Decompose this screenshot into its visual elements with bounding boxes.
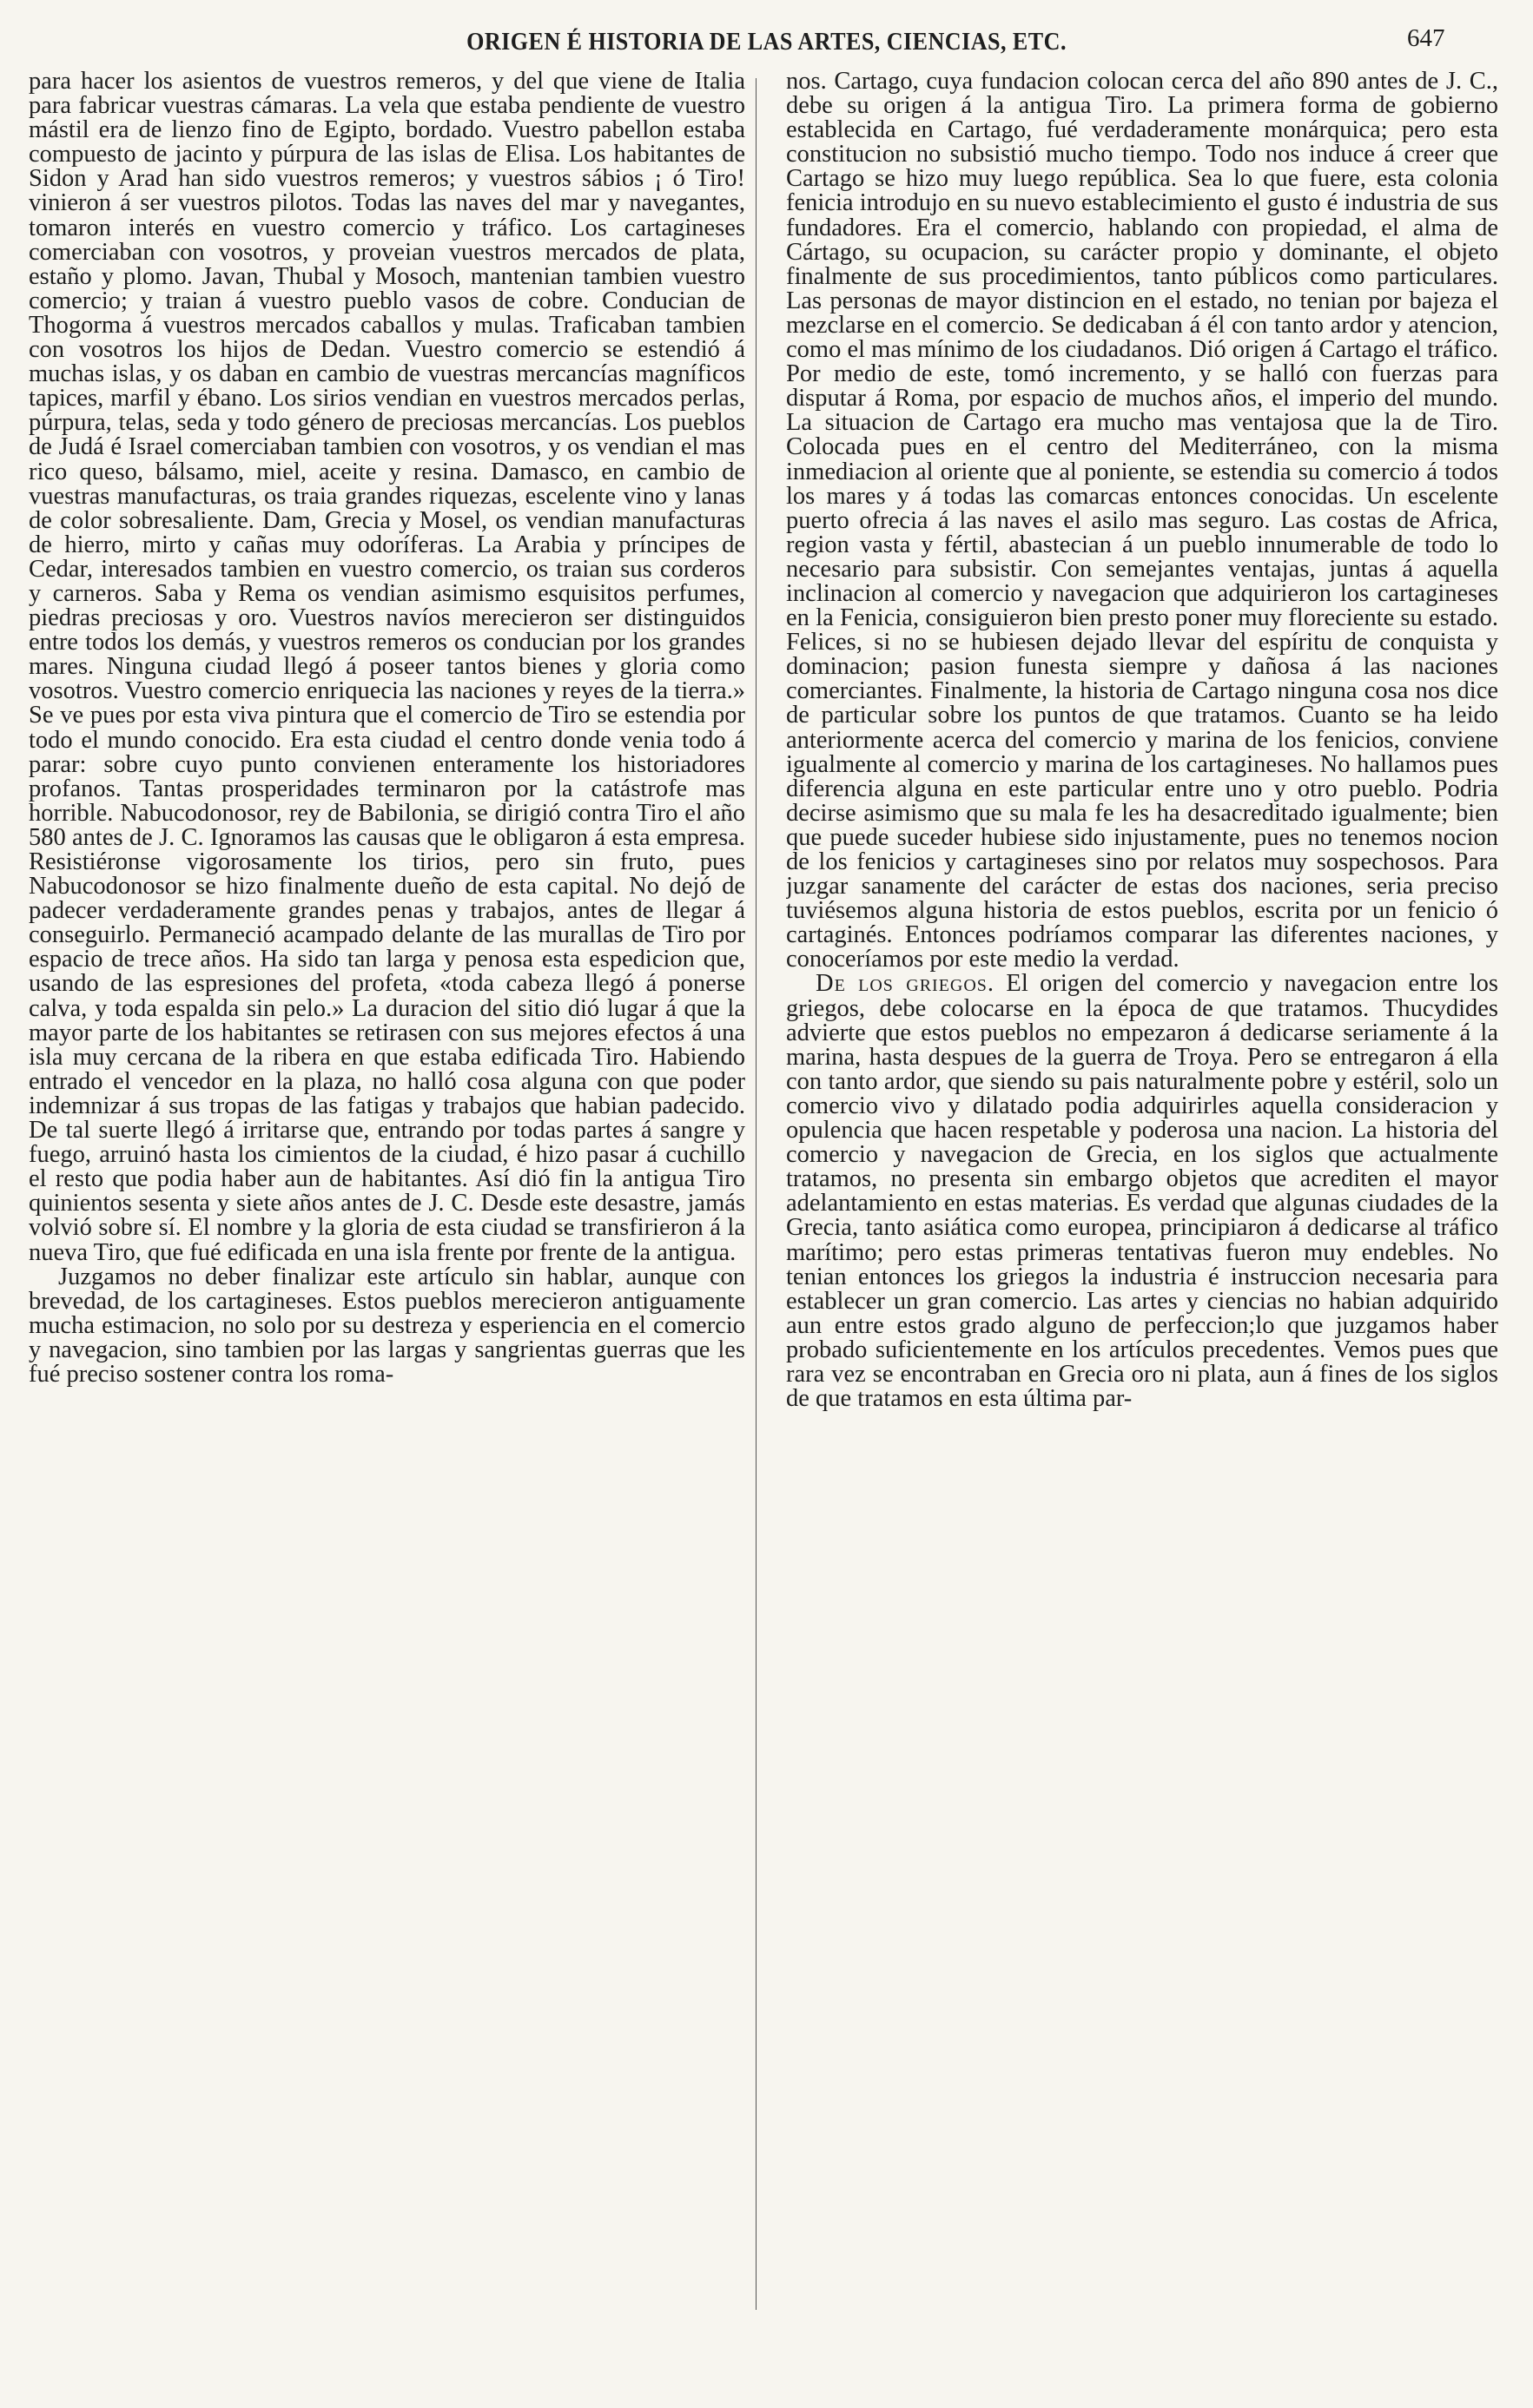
right-paragraph-1: nos. Cartago, cuya fundacion colocan cerca del año 890 antes de J. C., debe su origen á la antigua Tiro. La primera forma de gobierno establecida en Cartago, fué verdaderamente monárquica; pero esta constitucion no subsistió mucho tiempo. Todo nos induce á creer que Cartago se hizo muy luego república. Sea lo que fuere, esta colonia fenicia introdujo en su nuevo establecimiento el gusto é industria de sus fundadores. Era el comercio, hablando con propiedad, el alma de Cártago, su ocupacion, su carácter propio y dominante, el objeto finalmente de sus procedimientos, tanto públicos como particulares. Las personas de mayor distincion en el estado, no tenian por bajeza el mezclarse en el comercio. Se dedicaban á él con tanto ardor y atencion, como el mas mínimo de los ciudadanos. Dió origen á Cartago el tráfico. Por medio de este, tomó incremento, y se halló con fuerzas para disputar á Roma, por espacio de muchos años, el imperio del mundo. La situacion de Cartago era mucho mas ventajosa que la de Tiro. Colocada pues en el centro del Mediterráneo, con la misma inmediacion al oriente que al poniente, se estendia su comercio á todos los mares y á todas las comarcas entonces conocidas. Un escelente puerto ofrecia á las naves el asilo mas seguro. Las costas de Africa, region vasta y fértil, abastecian á un pueblo innumerable de todo lo necesario para subsistir. Con semejantes ventajas, juntas á aquella inclinacion al comercio y navegacion que adquirieron los cartagineses en la Fenicia, consiguieron bien presto poner muy floreciente su estado. Felices, si no se hubiesen dejado llevar del espíritu de conquista y dominacion; pasion funesta siempre y dañosa á las naciones comerciantes. Finalmente, la historia de Cartago ninguna cosa nos dice de particular sobre los puntos de que tratamos. Cuanto se ha leido anteriormente acerca del comercio y marina de los fenicios, conviene igualmente al comercio y marina de los cartagineses. No hallamos pues diferencia alguna en este particular entre uno y otro pueblo. Podria decirse asimismo que su mala fe les ha desacreditado igualmente; bien que puede suceder hubiese sido injustamente, pues no tenemos nocion de los fenicios y cartagineses sino por relatos muy sospechosos. Para juzgar sanamente del carácter de estas dos naciones, seria preciso tuviésemos alguna historia de estos pueblos, escrita por un fenicio ó cartaginés. Entonces podríamos comparar las diferentes naciones, y conoceríamos por este medio la verdad.	[786, 69, 1498, 973]
column-divider	[756, 78, 757, 2310]
section-heading: De los griegos.	[816, 970, 995, 998]
running-title: ORIGEN É HISTORIA DE LAS ARTES, CIENCIAS, ETC.	[466, 28, 1067, 56]
left-paragraph-2: Juzgamos no deber finalizar este artículo sin hablar, aunque con brevedad, de los cartagineses. Estos pueblos merecieron antiguamente mucha estimacion, no solo por su destreza y esperiencia en el comercio y navegacion, sino tambien por las largas y sangrientas guerras que les fué preciso sostener contra los roma-	[29, 1263, 745, 1388]
section-text: El origen del comercio y navegacion entre los griegos, debe colocarse en la época de que tratamos. Thucydides advierte que estos pueblos no empezaron á dedicarse seriamente á la marina, hasta despues de la guerra de Troya. Pero se entregaron á ella con tanto ardor, que siendo su pais naturalmente pobre y estéril, solo un comercio vivo y dilatado podia adquirirles aquella consideracion y opulencia que hacen respetable y poderosa una nacion. La historia del comercio y navegacion de Grecia, en los siglos que actualmente tratamos, no presenta sin embargo objetos que acrediten el mayor adelantamiento en estas materias. Es verdad que algunas ciudades de la Grecia, tanto asiática como europea, principiaron á dedicarse al tráfico marítimo; pero estas primeras tentativas fueron muy endebles. No tenian entonces los griegos la industria é instruccion necesaria para establecer un gran comercio. Las artes y ciencias no habian adquirido aun entre estos grado alguno de perfeccion;lo que juzgamos haber probado suficientemente en los artículos precedentes. Vemos pues que rara vez se encontraban en Grecia oro ni plata, aun á fines de los siglos de que tratamos en esta última par-	[786, 970, 1498, 1413]
left-column	[29, 69, 745, 2379]
section-paragraph-griegos	[786, 972, 1498, 1411]
left-paragraph-1: para hacer los asientos de vuestros remeros, y del que viene de Italia para fabricar vuestras cámaras. La vela que estaba pendiente de vuestro mástil era de lienzo fino de Egipto, bordado. Vuestro pabellon estaba compuesto de jacinto y púrpura de las islas de Elisa. Los habitantes de Sidon y Arad han sido vuestros remeros; y vuestros sábios ¡ ó Tiro! vinieron á ser vuestros pilotos. Todas las naves del mar y navegantes, tomaron interés en vuestro comercio y tráfico. Los cartagineses comerciaban con vosotros, y proveian vuestros mercados de plata, estaño y plomo. Javan, Thubal y Mosoch, mantenian tambien vuestro comercio; y traian á vuestro pueblo vasos de cobre. Conducian de Thogorma á vuestros mercados caballos y mulas. Traficaban tambien con vosotros los hijos de Dedan. Vuestro comercio se estendió á muchas islas, y os daban en cambio de vuestras mercancías magníficos tapices, marfil y ébano. Los sirios vendian en vuestros mercados perlas, púrpura, telas, seda y todo género de preciosas mercancías. Los pueblos de Judá é Israel comerciaban tambien con vosotros, y os vendian el mas rico queso, bálsamo, miel, aceite y resina. Damasco, en cambio de vuestras manufacturas, os traia grandes riquezas, escelente vino y lanas de color sobresaliente. Dam, Grecia y Mosel, os vendian manufacturas de hierro, mirto y cañas muy odoríferas. La Arabia y príncipes de Cedar, interesados tambien en vuestro comercio, os traian sus corderos y carneros. Saba y Rema os vendian asimismo esquisitos perfumes, piedras preciosas y oro. Vuestros navíos merecieron ser distinguidos entre todos los demás, y vuestros remeros os conducian por los grandes mares. Ninguna ciudad llegó á poseer tantos bienes y gloria como vosotros. Vuestro comercio enriquecia las naciones y reyes de la tierra.» Se ve pues por esta viva pintura que el comercio de Tiro se estendia por todo el mundo conocido. Era esta ciudad el centro donde venia todo á parar: sobre cuyo punto convienen enteramente los historiadores profanos. Tantas prosperidades terminaron por la catástrofe mas horrible. Nabucodonosor, rey de Babilonia, se dirigió contra Tiro el año 580 antes de J. C. Ignoramos las causas que le obligaron á esta empresa. Resistiéronse vigorosamente los tirios, pero sin fruto, pues Nabucodonosor se hizo finalmente dueño de esta capital. No dejó de padecer verdaderamente grandes penas y trabajos, antes de llegar á conseguirlo. Permaneció acampado delante de las murallas de Tiro por espacio de trece años. Ha sido tan larga y penosa esta espedicion que, usando de las espresiones del profeta, «toda cabeza llegó á ponerse calva, y toda espalda sin pelo.» La duracion del sitio dió lugar á que la mayor parte de los habitantes se retirasen con sus mejores efectos á una isla muy cercana de la ribera en que estaba edificada Tiro. Habiendo entrado el vencedor en la plaza, no halló cosa alguna con que poder indemnizar á sus tropas de las fatigas y trabajos que habian padecido. De tal suerte llegó á irritarse que, entrando por todas partes á sangre y fuego, arruinó hasta los cimientos de la ciudad, é hizo pasar á cuchillo el resto que podia haber aun de habitantes. Así dió fin la antigua Tiro quinientos sesenta y siete años antes de J. C. Desde este desastre, jamás volvió sobre sí. El nombre y la gloria de esta ciudad se transfirieron á la nueva Tiro, que fué edificada en una isla frente por frente de la antigua.	[29, 69, 745, 1266]
right-column	[786, 69, 1498, 2379]
page-number: 647	[1407, 24, 1445, 52]
page-header	[0, 24, 1533, 71]
